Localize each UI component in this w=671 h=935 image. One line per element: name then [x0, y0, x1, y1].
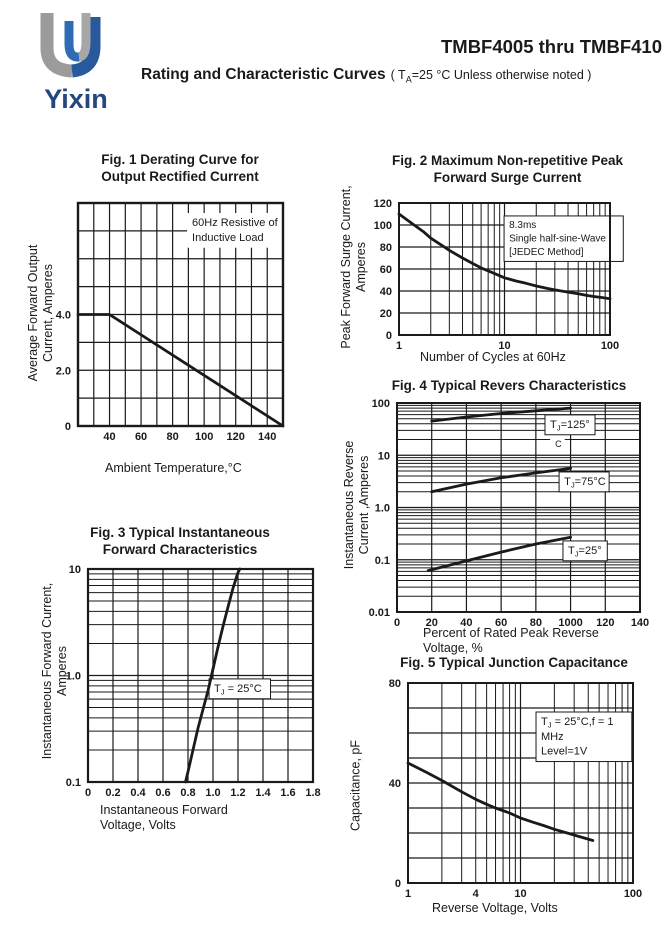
svg-text:[JEDEC Method]: [JEDEC Method] [509, 246, 584, 258]
fig5-title [361, 654, 667, 671]
svg-text:40: 40 [388, 778, 401, 790]
svg-text:2.0: 2.0 [55, 365, 71, 378]
fig4-title-line1: Fig. 4 Typical Revers Characteristics [391, 378, 627, 393]
subtitle-note-subscript: A [405, 74, 412, 85]
svg-text:TJ = 25°C: $T_J = 25^\circ C$ [214, 682, 262, 697]
svg-text:80: 80 [379, 242, 392, 254]
fig1-plot [33, 193, 305, 471]
svg-text:20: 20 [425, 617, 438, 629]
fig3-xlabel-line1: Instantaneous Forward [100, 803, 228, 817]
svg-text:120: 120 [226, 431, 245, 443]
svg-text:10: 10 [68, 564, 81, 576]
svg-text:Level=1V: Level=1V [541, 745, 588, 758]
fig1-ylabel-line1: Average Forward Output [26, 244, 40, 382]
subtitle-note [386, 68, 592, 85]
fig4-ylabel-line2: Current ,Amperes [357, 455, 371, 555]
subtitle-note-open: ( T [390, 68, 406, 82]
svg-text:0.8: 0.8 [180, 787, 196, 799]
svg-text:0: 0 [385, 330, 392, 342]
fig3-ylabel-line1: Instantaneous Forward Current, [40, 582, 54, 760]
fig4-ylabel-line1: Instantaneous Reverse [342, 440, 356, 570]
fig1-ylabel-line2: Current, Amperes [41, 264, 55, 362]
svg-text:0: 0 [393, 617, 401, 629]
fig2-ylabel-line1: Peak Forward Surge Current, [339, 185, 353, 349]
svg-text:60: 60 [134, 431, 148, 443]
svg-text:1: 1 [395, 340, 403, 352]
svg-text:40: 40 [460, 617, 473, 629]
svg-text:100: 100 [371, 398, 390, 410]
fig4-plot [352, 393, 665, 662]
svg-text:Inductive Load: Inductive Load [192, 231, 264, 244]
fig2-title-line2: Forward Surge Current [433, 170, 582, 185]
fig3-title-line1: Fig. 3 Typical Instantaneous [90, 525, 270, 540]
fig4-title [357, 377, 661, 394]
fig3-xlabel-line2: Voltage, Volts [100, 818, 176, 832]
svg-text:100: 100 [623, 888, 643, 900]
svg-text:C: C [555, 439, 562, 450]
fig1-title-line2: Output Rectified Current [101, 169, 259, 184]
svg-text:60: 60 [379, 264, 392, 276]
svg-text:1000: 1000 [558, 617, 583, 629]
svg-text:TJ=25°: $T_J=25^\circ$ [567, 544, 602, 559]
svg-text:1.0: 1.0 [65, 670, 81, 683]
svg-text:120: 120 [373, 198, 392, 210]
svg-text:1.2: 1.2 [230, 787, 246, 799]
fig4-xlabel-line1: Percent of Rated Peak Reverse [423, 626, 599, 640]
svg-text:40: 40 [379, 286, 392, 298]
svg-text:80: 80 [529, 617, 542, 629]
svg-text:0.4: 0.4 [130, 787, 146, 799]
fig2-title-line1: Fig. 2 Maximum Non-repetitive Peak [391, 153, 624, 168]
fig3-x-axis-label [100, 803, 228, 833]
fig1-title [55, 151, 305, 185]
svg-text:TJ = 25°C,f = 1: $T_J = 25^\circ C,f = 1$ [541, 716, 614, 730]
svg-text:1.8: 1.8 [305, 787, 321, 799]
svg-text:MHz: MHz [541, 730, 564, 743]
fig3-plot [43, 559, 333, 827]
svg-text:140: 140 [630, 617, 650, 629]
svg-text:0.1: 0.1 [374, 554, 390, 567]
svg-text:0: 0 [394, 878, 401, 890]
brand-name: Yixin [44, 84, 108, 114]
fig2-ylabel-line2: Amperes [354, 241, 368, 293]
svg-text:100: 100 [373, 220, 392, 232]
svg-text:1.0: 1.0 [205, 787, 221, 799]
fig5-plot [363, 673, 658, 928]
svg-text:120: 120 [596, 617, 615, 629]
svg-text:100: 100 [600, 340, 620, 352]
svg-text:TJ=75°C: $T_J=75^\circ C$ [564, 475, 606, 490]
fig5-x-axis-label [432, 901, 558, 916]
svg-text:1.6: 1.6 [280, 787, 296, 799]
svg-text:1.4: 1.4 [255, 787, 271, 799]
subtitle-main: Rating and Characteristic Curves [141, 66, 386, 83]
svg-text:4: 4 [472, 888, 479, 900]
fig1-title-line1: Fig. 1 Derating Curve for [101, 152, 259, 167]
svg-text:10: 10 [498, 340, 511, 352]
subtitle-note-rest: =25 °C Unless otherwise noted ) [411, 68, 592, 82]
page-subtitle [141, 66, 661, 85]
fig5-xlabel-line1: Reverse Voltage, Volts [432, 901, 558, 915]
fig2-x-axis-label [420, 350, 566, 365]
fig1-x-axis-label [105, 461, 242, 476]
fig3-title [55, 524, 305, 558]
fig5-ylabel-line1: Capacitance, pF [348, 739, 363, 832]
svg-text:0: 0 [84, 787, 92, 799]
svg-text:1.0: 1.0 [374, 502, 390, 515]
fig2-title [360, 152, 655, 186]
svg-text:60: 60 [495, 617, 508, 629]
svg-text:0.01: 0.01 [368, 607, 390, 619]
svg-text:80: 80 [166, 431, 179, 443]
svg-text:10: 10 [377, 450, 390, 463]
svg-text:0.1: 0.1 [65, 777, 81, 789]
fig5-title-line1: Fig. 5 Typical Junction Capacitance [400, 655, 628, 670]
fig4-xlabel-line2: Voltage, % [423, 641, 483, 655]
svg-text:80: 80 [388, 678, 401, 690]
fig5-y-axis-label [349, 731, 364, 841]
svg-text:40: 40 [103, 431, 116, 443]
svg-text:TJ=125°: $T_J=125^\circ$ [549, 418, 590, 433]
fig1-xlabel-line1: Ambient Temperature,°C [105, 461, 242, 475]
svg-text:10: 10 [514, 888, 527, 900]
svg-text:1: 1 [404, 888, 412, 900]
svg-text:100: 100 [194, 431, 214, 443]
svg-text:0.6: 0.6 [155, 787, 171, 799]
svg-text:140: 140 [258, 431, 277, 443]
part-number-title: TMBF4005 thru TMBF410 [440, 36, 662, 57]
fig3-ylabel-line2: Amperes [55, 645, 69, 697]
svg-text:8.3ms: 8.3ms [509, 219, 537, 231]
svg-text:Single half-sine-Wave: Single half-sine-Wave [509, 233, 606, 245]
svg-text:60Hz Resistive of: 60Hz Resistive of [192, 217, 278, 230]
svg-text:0: 0 [64, 421, 71, 433]
svg-text:4.0: 4.0 [55, 309, 71, 322]
svg-text:20: 20 [379, 308, 392, 320]
fig4-x-axis-label [423, 626, 599, 656]
fig2-xlabel-line1: Number of Cycles at 60Hz [420, 350, 566, 364]
svg-text:0.2: 0.2 [105, 787, 121, 799]
fig3-title-line2: Forward Characteristics [102, 542, 258, 557]
yixin-u-logo-icon [30, 8, 122, 82]
